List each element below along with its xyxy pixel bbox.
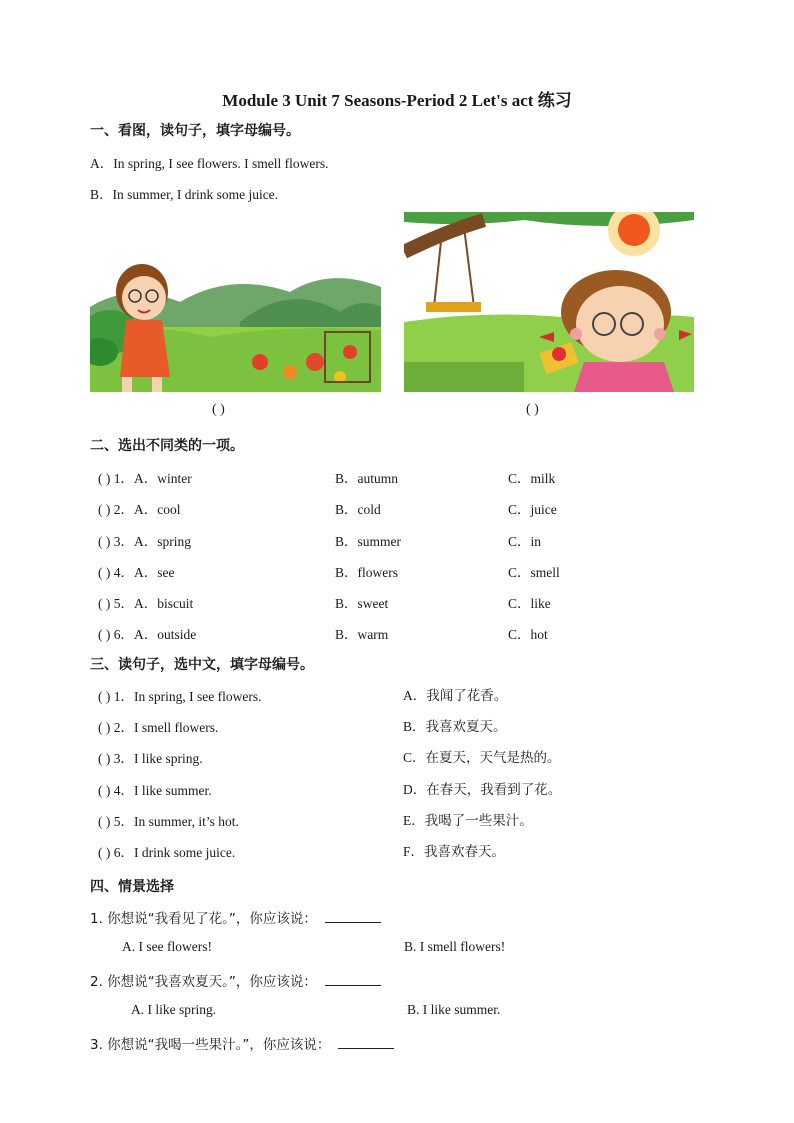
s4-q2-blank[interactable] <box>325 973 381 986</box>
s2-row5-c: C．like <box>508 596 551 611</box>
s2-row6-a: ( ) 6．A．outside <box>98 627 197 642</box>
page-title: Module 3 Unit 7 Seasons-Period 2 Let's act 练习 <box>222 91 572 110</box>
s4-q3-blank[interactable] <box>338 1036 394 1049</box>
s3-row2-left: ( ) 2．I smell flowers. <box>98 720 219 735</box>
s2-row6-c: C．hot <box>508 627 548 642</box>
s3-row6-right: F．我喜欢春天。 <box>403 844 506 859</box>
s3-row1-left: ( ) 1．In spring, I see flowers. <box>98 689 262 704</box>
s2-row4-b: B．flowers <box>335 565 398 580</box>
sentence-a: A．In spring, I see flowers. I smell flowers. <box>90 156 329 171</box>
s2-row4-a: ( ) 4．A．see <box>98 565 175 580</box>
s3-row5-right: E．我喝了一些果汁。 <box>403 813 533 828</box>
s2-row2-a: ( ) 2．A．cool <box>98 502 181 517</box>
s4-q1 <box>90 907 381 927</box>
section4-heading: 四、情景选择 <box>90 879 174 895</box>
answer-parens-1[interactable]: ( ) <box>212 402 225 417</box>
s4-q2 <box>90 970 381 990</box>
s4-q1-option-b: B. I smell flowers! <box>404 939 506 954</box>
s4-q2-option-a: A. I like spring. <box>131 1002 217 1017</box>
s2-row1-c: C．milk <box>508 471 556 486</box>
s2-row2-c: C．juice <box>508 502 557 517</box>
s4-q2-text: 2. 你想说“我喜欢夏天。”，你应该说： <box>90 974 317 990</box>
s4-q1-blank[interactable] <box>325 910 381 923</box>
s4-q2-option-b: B. I like summer. <box>407 1002 501 1017</box>
s2-row1-a: ( ) 1．A．winter <box>98 471 192 486</box>
summer-girl-picture <box>404 212 694 392</box>
s3-row1-right: A．我闻了花香。 <box>403 688 508 703</box>
s3-row5-left: ( ) 5．In summer, it’s hot. <box>98 814 239 829</box>
s4-q3 <box>90 1033 394 1053</box>
s3-row4-left: ( ) 4．I like summer. <box>98 783 212 798</box>
s2-row6-b: B．warm <box>335 627 389 642</box>
section1-heading: 一、看图，读句子，填字母编号。 <box>90 123 300 139</box>
s2-row4-c: C．smell <box>508 565 560 580</box>
s2-row1-b: B．autumn <box>335 471 398 486</box>
section2-heading: 二、选出不同类的一项。 <box>90 438 244 454</box>
s3-row6-left: ( ) 6．I drink some juice. <box>98 845 236 860</box>
s2-row5-b: B．sweet <box>335 596 389 611</box>
s4-q1-option-a: A. I see flowers! <box>122 939 212 954</box>
s2-row2-b: B．cold <box>335 502 381 517</box>
s2-row3-a: ( ) 3．A．spring <box>98 534 191 549</box>
s2-row3-b: B．summer <box>335 534 401 549</box>
s3-row4-right: D．在春天，我看到了花。 <box>403 782 562 797</box>
s4-q1-text: 1. 你想说“我看见了花。”，你应该说： <box>90 911 317 927</box>
section3-heading: 三、读句子，选中文，填字母编号。 <box>90 657 314 673</box>
s3-row3-right: C．在夏天，天气是热的。 <box>403 750 561 765</box>
spring-girl-picture <box>90 212 381 392</box>
s3-row2-right: B．我喜欢夏天。 <box>403 719 507 734</box>
s2-row5-a: ( ) 5．A．biscuit <box>98 596 194 611</box>
s2-row3-c: C．in <box>508 534 542 549</box>
answer-parens-2[interactable]: ( ) <box>526 402 539 417</box>
sentence-b: B．In summer, I drink some juice. <box>90 187 279 202</box>
s4-q3-text: 3. 你想说“我喝一些果汁。”，你应该说： <box>90 1037 331 1053</box>
s3-row3-left: ( ) 3．I like spring. <box>98 751 203 766</box>
